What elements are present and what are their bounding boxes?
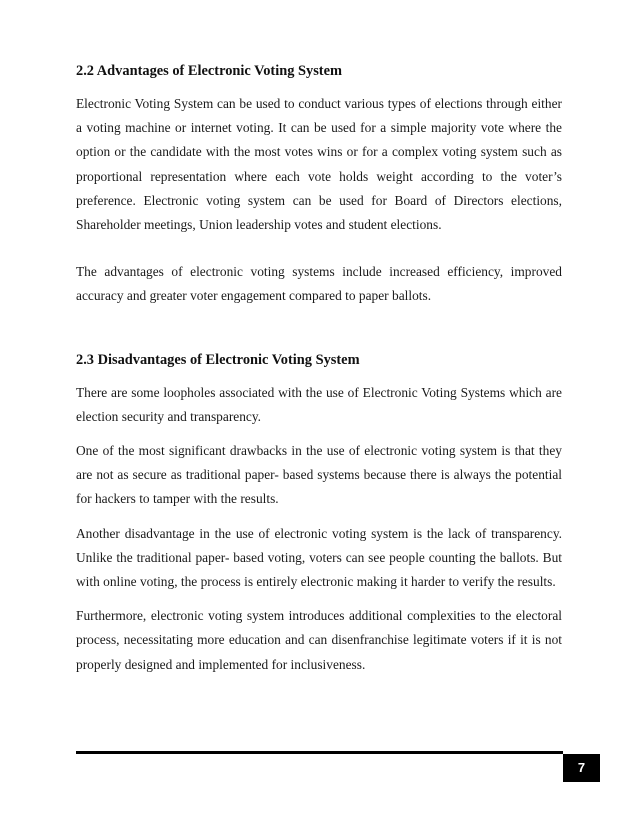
paragraph-advantages-uses: Electronic Voting System can be used to conduct various types of elections through either a voting machine or internet voting. It can be used for a simple majority vote where the option or the candidate with the most votes wins or for a complex voting system such as proportional representation where each vote holds weight according to the voter’s preference. Electronic voting system can be used for Board of Directors elections, Shareholder meetings, Union leadership votes and student elections. [76,96,562,233]
paragraph-transparency: Another disadvantage in the use of electronic voting system is the lack of transparency. Unlike the traditional paper- based voting, voters can see people counting the ballots. But with online voting, the process is entirely electronic making it harder to verify the results. [76,525,562,590]
section-advantages [76,62,562,309]
section-heading-advantages: 2.2 Advantages of Electronic Voting System [76,63,342,79]
section-disadvantages [76,351,562,677]
paragraph-advantages-summary: The advantages of electronic voting systems include increased efficiency, improved accuracy and greater voter engagement compared to paper ballots. [76,264,562,304]
paragraph-security: One of the most significant drawbacks in the use of electronic voting system is that they are not as secure as traditional paper- based systems because there is always the potential for hackers to tamper with the results. [76,443,562,507]
section-heading-disadvantages: 2.3 Disadvantages of Electronic Voting System [76,351,360,368]
paragraph-complexity: Furthermore, electronic voting system introduces additional complexities to the electoral process, necessitating more education and can disenfranchise legitimate voters if it is not properly designed and implemented for inclusiveness. [76,608,562,672]
footer-divider [76,751,563,754]
page-content [76,62,562,687]
page-number: 7 [563,754,600,782]
paragraph-loopholes: There are some loopholes associated with the use of Electronic Voting Systems which are election security and transparency. [76,384,562,424]
